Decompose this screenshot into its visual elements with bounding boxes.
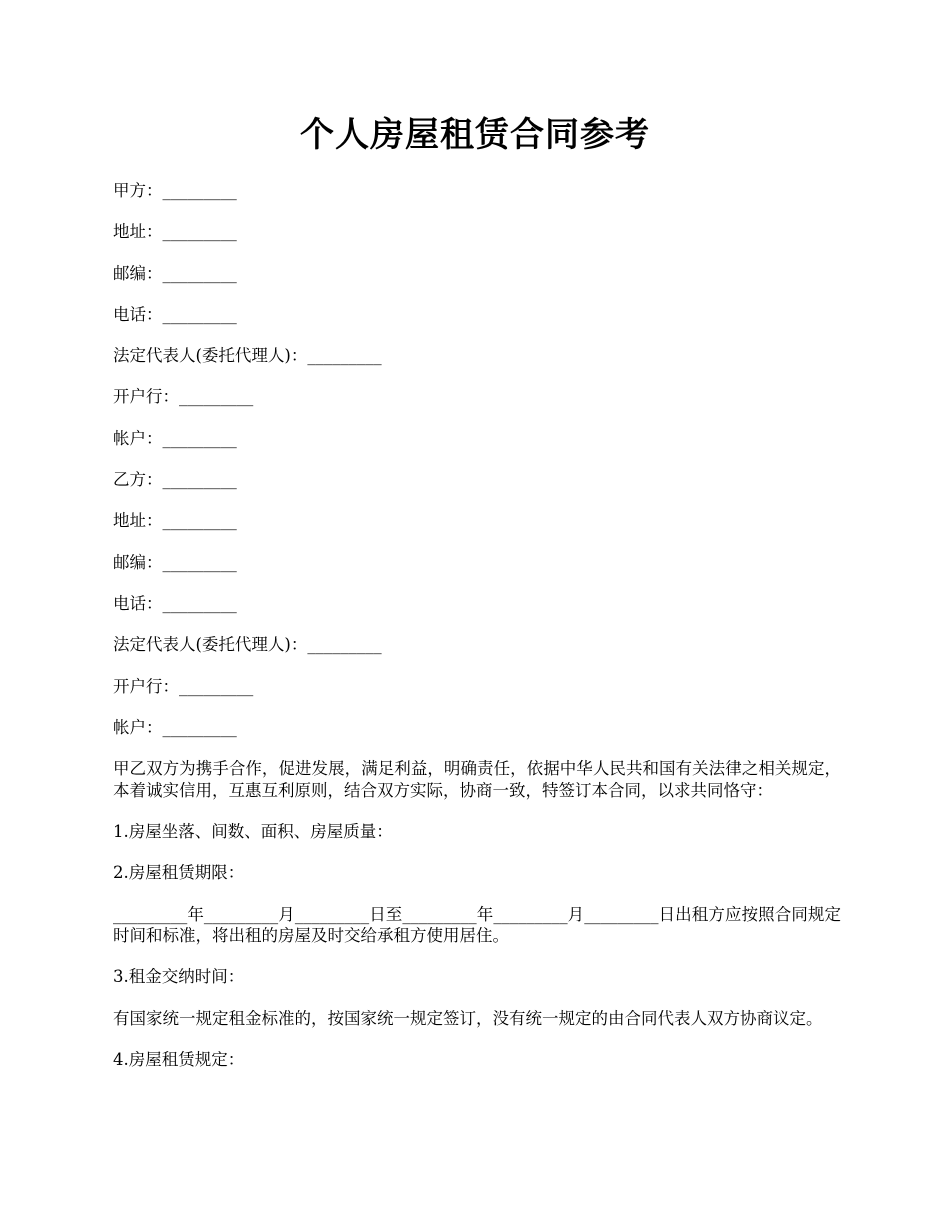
party-b-phone: 电话：_________: [113, 593, 237, 613]
party-a-phone: 电话：_________: [113, 304, 237, 324]
clause-3-heading: 3.租金交纳时间：: [113, 967, 245, 987]
document-title: 个人房屋租赁合同参考: [300, 115, 650, 155]
clause-2-text: _________年_________月_________日至_________年_________月_________日出租方应按照合同规定时间和标准，将出租的房屋及时交给承租方使用居住。: [113, 904, 841, 946]
party-a-name: 甲方：_________: [113, 181, 237, 200]
party-a-section: [113, 180, 841, 449]
party-b-representative: 法定代表人(委托代理人)：_________: [113, 635, 382, 655]
party-a-account: 帐户：_________: [113, 428, 237, 448]
party-a-address: 地址：_________: [113, 222, 237, 242]
party-b-address: 地址：_________: [113, 511, 237, 531]
party-b-name: 乙方：_________: [113, 470, 237, 490]
party-b-account: 帐户：_________: [113, 717, 237, 737]
party-a-representative: 法定代表人(委托代理人)：_________: [113, 346, 382, 366]
party-b-postcode: 邮编：_________: [113, 552, 237, 572]
party-a-postcode: 邮编：_________: [113, 263, 237, 283]
clause-3-text: 有国家统一规定租金标准的，按国家统一规定签订，没有统一规定的由合同代表人双方协商议定。: [113, 1008, 823, 1028]
party-b-section: [113, 469, 841, 738]
intro-paragraph: 甲乙双方为携手合作，促进发展，满足利益，明确责任，依据中华人民共和国有关法律之相关规定，本着诚实信用，互惠互利原则，结合双方实际，协商一致，特签订本合同，以求共同恪守：: [113, 759, 841, 800]
clause-1-heading: 1.房屋坐落、间数、面积、房屋质量：: [113, 821, 393, 841]
party-a-bank: 开户行：_________: [113, 387, 254, 407]
document-body: [113, 180, 841, 1090]
clause-4-heading: 4.房屋租赁规定：: [113, 1049, 245, 1069]
party-b-bank: 开户行：_________: [113, 676, 254, 696]
clause-2-heading: 2.房屋租赁期限：: [113, 863, 245, 883]
